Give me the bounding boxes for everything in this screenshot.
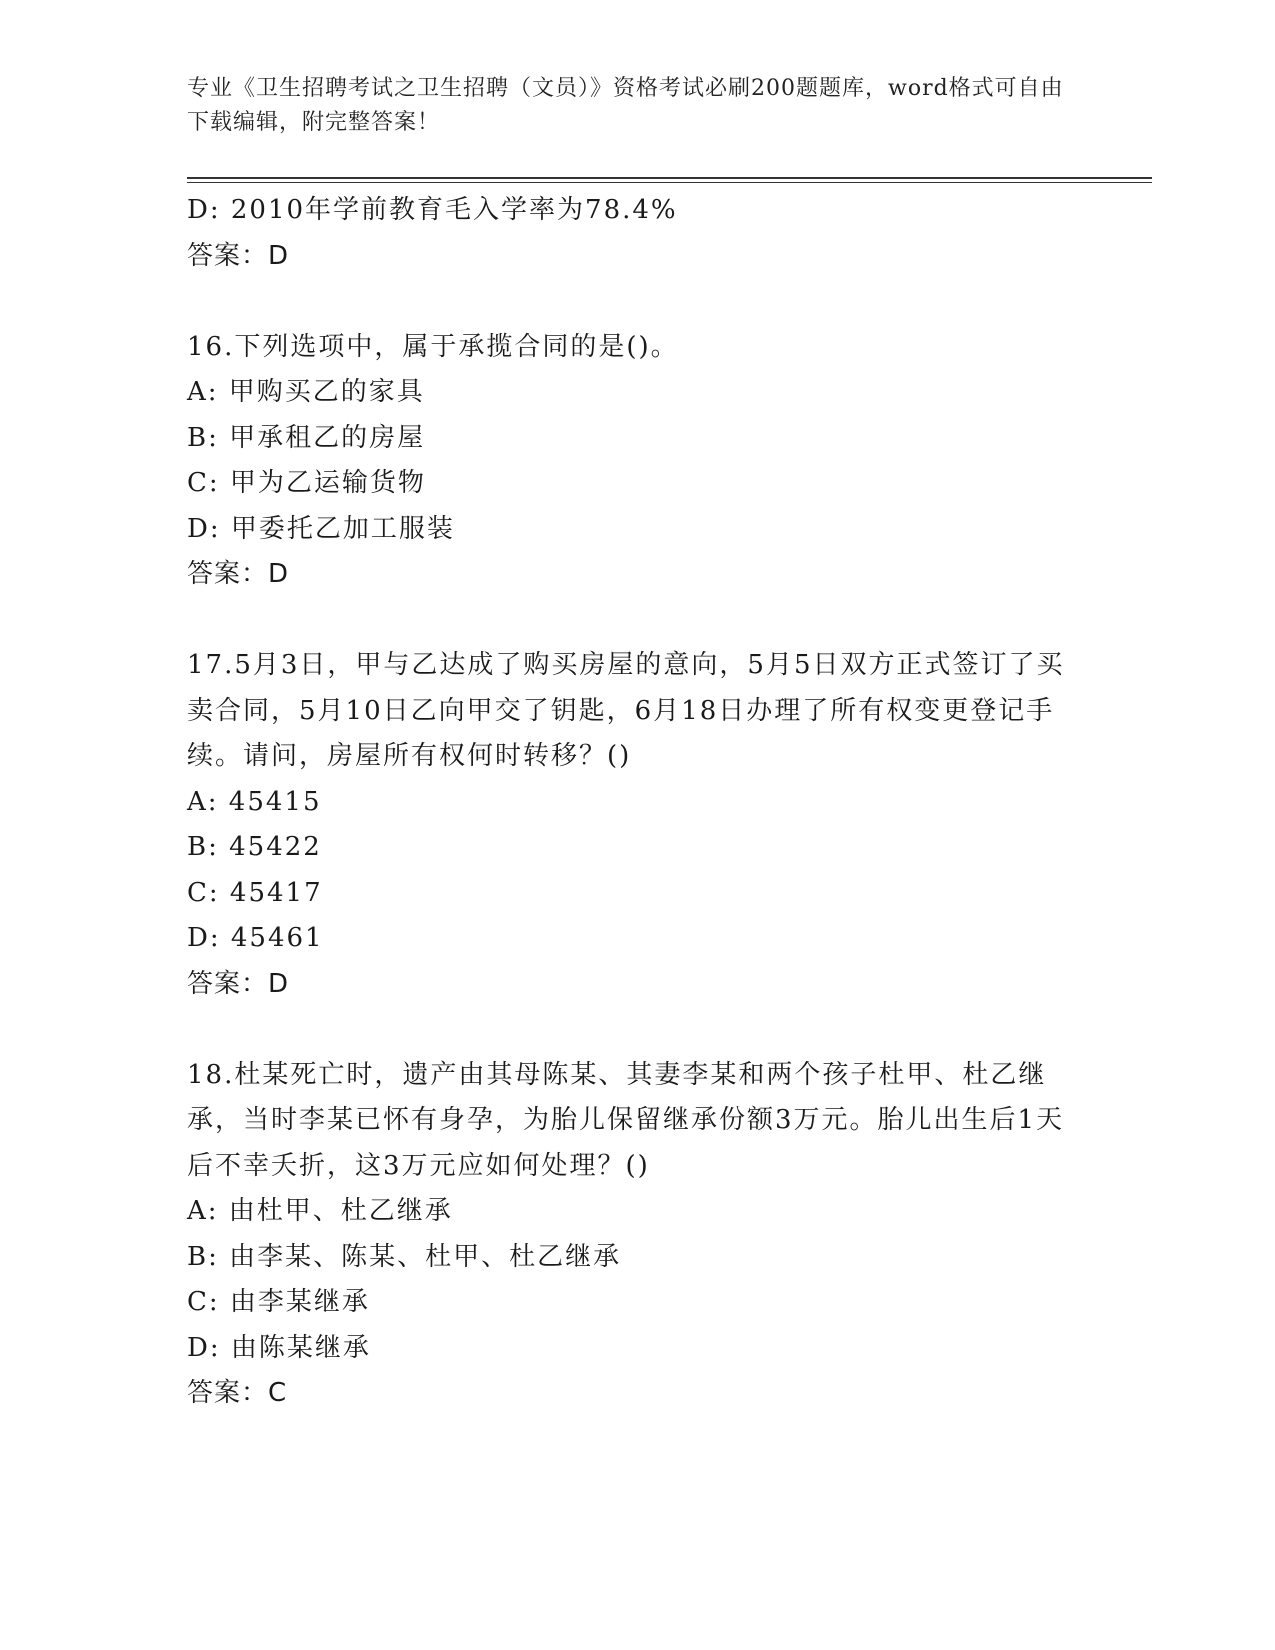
question-18 (187, 1053, 1087, 1417)
option-a: A: 45415 (187, 786, 322, 817)
spacer (187, 279, 1087, 325)
carryover-block (187, 188, 1087, 279)
spacer (187, 1007, 1087, 1053)
question-stem: 18.杜某死亡时，遗产由其母陈某、其妻李某和两个孩子杜甲、杜乙继承，当时李某已怀有身孕，为胎儿保留继承份额3万元。胎儿出生后1天后不幸夭折，这3万元应如何处理？() (187, 1059, 1065, 1181)
question-17 (187, 643, 1087, 1007)
option-d: D: 甲委托乙加工服装 (187, 513, 455, 544)
answer-line: 答案：D (187, 968, 290, 999)
option-b: B: 甲承租乙的房屋 (187, 422, 426, 453)
answer-line: 答案：C (187, 1378, 288, 1408)
option-c: C: 由李某继承 (187, 1287, 370, 1317)
document-header: 专业《卫生招聘考试之卫生招聘（文员）》资格考试必刷200题题库，word格式可自由下载编辑，附完整答案！ (187, 76, 1064, 135)
document-body (187, 188, 1087, 1417)
option-d: D: 45461 (187, 923, 324, 953)
option-b: B: 由李某、陈某、杜甲、杜乙继承 (187, 1241, 622, 1272)
option-b: B: 45422 (187, 832, 322, 862)
option-d: D: 由陈某继承 (187, 1332, 371, 1363)
answer-line: 答案：D (187, 240, 290, 271)
spacer (187, 598, 1087, 644)
answer-line: 答案：D (187, 559, 290, 589)
option-c: C: 45417 (187, 877, 323, 908)
option-a: A: 由杜甲、杜乙继承 (187, 1196, 453, 1226)
option-d: D: 2010年学前教育毛入学率为78.4% (187, 195, 678, 225)
header-divider (187, 177, 1152, 179)
option-a: A: 甲购买乙的家具 (187, 377, 425, 407)
option-c: C: 甲为乙运输货物 (187, 468, 426, 498)
question-16 (187, 325, 1087, 598)
question-stem: 16.下列选项中，属于承揽合同的是()。 (187, 331, 679, 362)
header-divider-thin (187, 182, 1152, 183)
question-stem: 17.5月3日，甲与乙达成了购买房屋的意向，5月5日双方正式签订了买卖合同，5月10日乙向甲交了钥匙，6月18日办理了所有权变更登记手续。请问，房屋所有权何时转移？() (187, 650, 1065, 771)
